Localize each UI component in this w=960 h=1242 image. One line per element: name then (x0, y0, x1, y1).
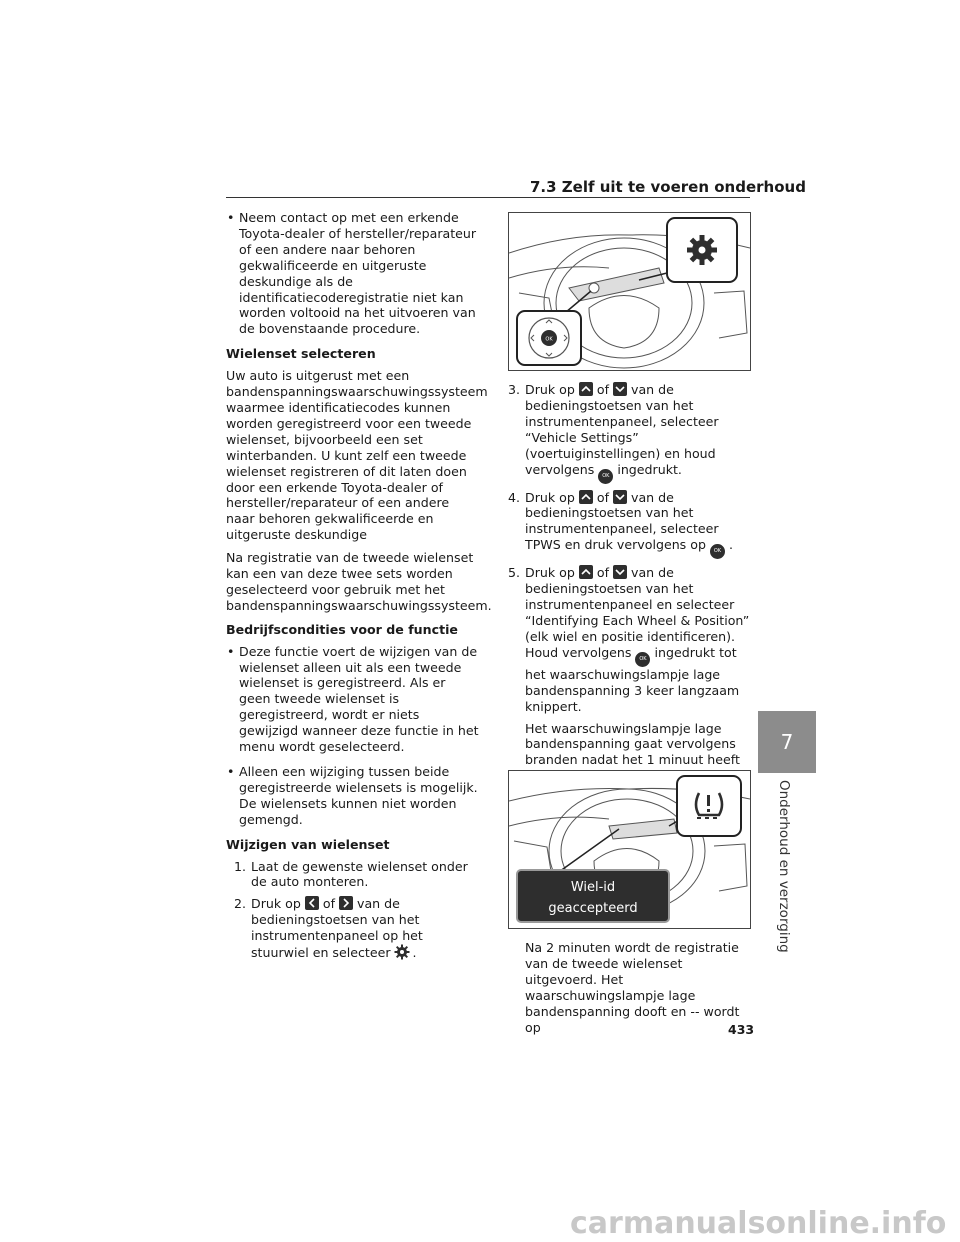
chevron-down-icon (613, 490, 627, 504)
ok-icon: OK (598, 469, 613, 484)
gear-icon (394, 944, 410, 964)
chapter-number: 7 (780, 730, 794, 754)
header-rule (226, 197, 750, 198)
step-5: 5. Druk op of van de bedieningstoetsen van het instrumentenpaneel en selecteer “Identifying Each Wheel & Position” (elk wiel en positie identificeren). Houd vervolgens OK ingedrukt tot het waarschuwingslampje lage bandenspanning 3 keer langzaam knippert. (508, 565, 750, 714)
section-title: 7.3 Zelf uit te voeren onderhoud (530, 178, 806, 196)
chapter-title-vertical (774, 780, 794, 953)
chevron-up-icon (579, 382, 593, 396)
step-5-note: Het waarschuwingslampje lage bandenspanning gaat vervolgens branden nadat het 1 minuut heeft (525, 720, 740, 768)
step-1: 1. Laat de gewenste wielenset onder de auto monteren. (234, 858, 468, 890)
right-column (508, 382, 758, 784)
ok-button-label: OK (545, 336, 553, 343)
chevron-left-icon (305, 896, 319, 910)
final-paragraph: Na 2 minuten wordt de registratie van de tweede wielenset uitgevoerd. Het waarschuwingslampje lage bandenspanning dooft en -- wordt op (525, 940, 740, 1035)
ok-icon: OK (710, 544, 725, 559)
left-column (226, 210, 492, 970)
subheading: Wijzigen van wielenset (226, 836, 390, 852)
chapter-title: Onderhoud en verzorging (776, 780, 792, 953)
step-4: 4. Druk op of van de bedieningstoetsen van het instrumentenpaneel, selecteer TPWS en druk vervolgens op OK . (508, 490, 758, 560)
chevron-down-icon (613, 565, 627, 579)
subheading: Bedrijfscondities voor de functie (226, 621, 458, 637)
bullet-item: • Neem contact op met een erkende Toyota-dealer of hersteller/reparateur of een andere naar behoren gekwalificeerde en uitgeruste deskundige als de identificatiecoderegistratie niet kan worden voltooid na het uitvoeren van de bovenstaande procedure. (227, 210, 477, 337)
bullet-item: • Deze functie voert de wijzigen van de wielenset alleen uit als een tweede wielenset is geregistreerd. Als er geen tweede wielenset is geregistreerd, wordt er niets gewijzigd wanneer deze functie in het menu wordt geselecteerd. (227, 643, 479, 755)
paragraph: Uw auto is uitgerust met een bandenspanningswaarschuwingssysteem waarmee identificatiecodes kunnen worden geregistreerd voor een tweede wielenset, bijvoorbeeld een set winterbanden. U kunt zelf een tweede wielenset registreren of dit laten doen door een erkende Toyota-dealer of hersteller/reparateur of een andere naar behoren gekwalificeerde en uitgeruste deskundige (226, 368, 488, 543)
page-number: 433 (728, 1022, 755, 1037)
chevron-up-icon (579, 565, 593, 579)
tpws-display-figure (508, 770, 751, 929)
subheading: Wielenset selecteren (226, 346, 376, 362)
watermark: carmanualsonline.info (570, 1206, 947, 1241)
bullet-item: • Alleen een wijziging tussen beide geregistreerde wielensets is mogelijk. De wielensets kunnen niet worden gemengd. (227, 764, 478, 827)
step-3: 3. Druk op of van de bedieningstoetsen van het instrumentenpaneel, selecteer “Vehicle Settings” (voertuiginstellingen) en houd vervolgens OK ingedrukt. (508, 382, 758, 484)
paragraph: Na registratie van de tweede wielenset kan een van deze twee sets worden geselecteerd voor gebruik met het bandenspanningswaarschuwingssysteem. (226, 550, 492, 613)
step-2: 2. Druk op of van de bedieningstoetsen van het instrumentenpaneel op het stuurwiel en selecteer . (234, 896, 480, 964)
display-line-2: geaccepteerd (548, 901, 638, 916)
right-column-bottom (508, 940, 758, 1035)
chevron-down-icon (613, 382, 627, 396)
display-line-1: Wiel-id (570, 880, 616, 895)
chevron-up-icon (579, 490, 593, 504)
chevron-right-icon (339, 896, 353, 910)
ok-icon: OK (635, 652, 650, 667)
chapter-tab (758, 711, 816, 773)
steering-wheel-figure (508, 212, 751, 371)
